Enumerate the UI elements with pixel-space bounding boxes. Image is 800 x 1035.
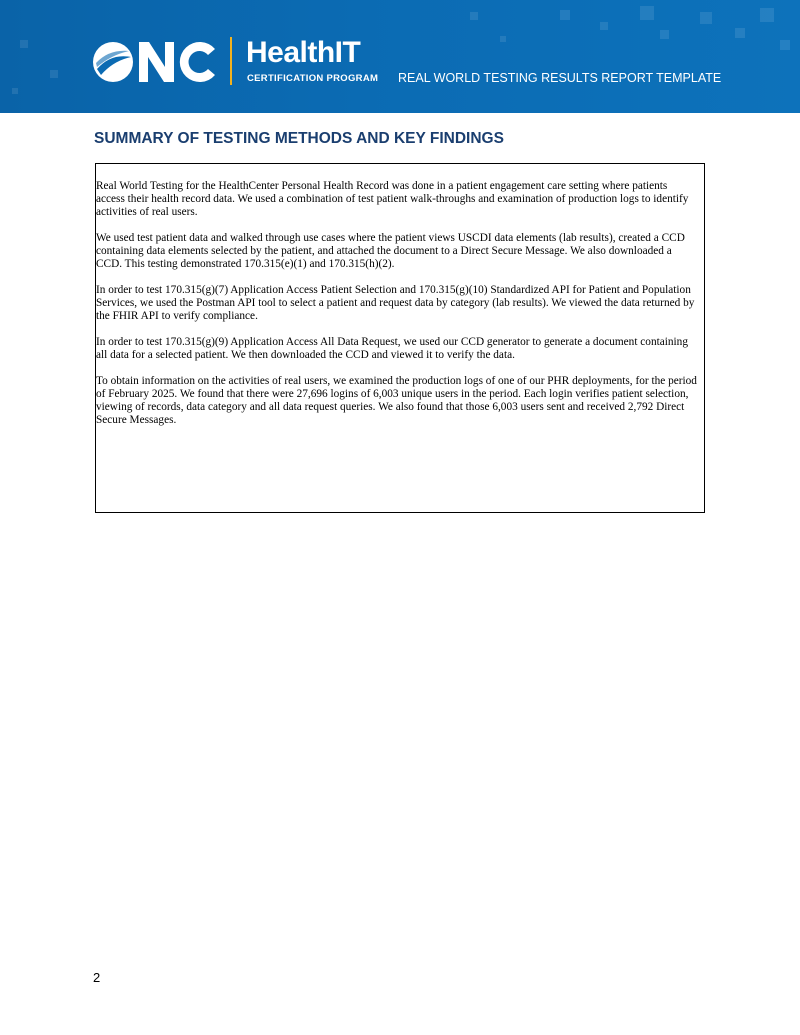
brand-name: HealthIT bbox=[246, 36, 361, 69]
findings-box bbox=[95, 163, 705, 513]
header-band bbox=[0, 0, 800, 113]
findings-paragraph: Real World Testing for the HealthCenter Personal Health Record was done in a patient engagement care setting where patients access their health record data. We used a combination of test patient walk-throughs and examination of production logs to identify activities of real users. bbox=[96, 180, 689, 218]
report-title: REAL WORLD TESTING RESULTS REPORT TEMPLATE bbox=[398, 71, 722, 85]
findings-paragraph: We used test patient data and walked through use cases where the patient views USCDI data elements (lab results), created a CCD containing data elements selected by the patient, and attached the document to a Direct Secure Message. We also downloaded a CCD. This testing demonstrated 170.315(e)(1) and 170.315(h)(2). bbox=[96, 232, 685, 270]
findings-paragraph: In order to test 170.315(g)(9) Application Access All Data Request, we used our CCD generator to generate a document containing all data for a selected patient. We then downloaded the CCD and viewed it to verify the data. bbox=[96, 336, 688, 361]
page-number: 2 bbox=[93, 970, 101, 985]
onc-logo bbox=[91, 39, 219, 90]
section-heading: SUMMARY OF TESTING METHODS AND KEY FINDINGS bbox=[94, 130, 504, 147]
findings-paragraph: In order to test 170.315(g)(7) Application Access Patient Selection and 170.315(g)(10) Standardized API for Patient and Population Services, we used the Postman API tool to select a patient and request data by category (lab results). We viewed the data returned by the FHIR API to verify compliance. bbox=[96, 284, 695, 322]
brand-subtitle: CERTIFICATION PROGRAM bbox=[247, 73, 379, 84]
findings-paragraph: To obtain information on the activities of real users, we examined the production logs of one of our PHR deployments, for the period of February 2025. We found that there were 27,696 logins of 6,003 unique users in the period. Each login verifies patient selection, viewing of records, data category and all data request queries. We also found that those 6,003 users sent and received 2,792 Direct Secure Messages. bbox=[96, 375, 697, 426]
logo-divider bbox=[230, 37, 232, 85]
